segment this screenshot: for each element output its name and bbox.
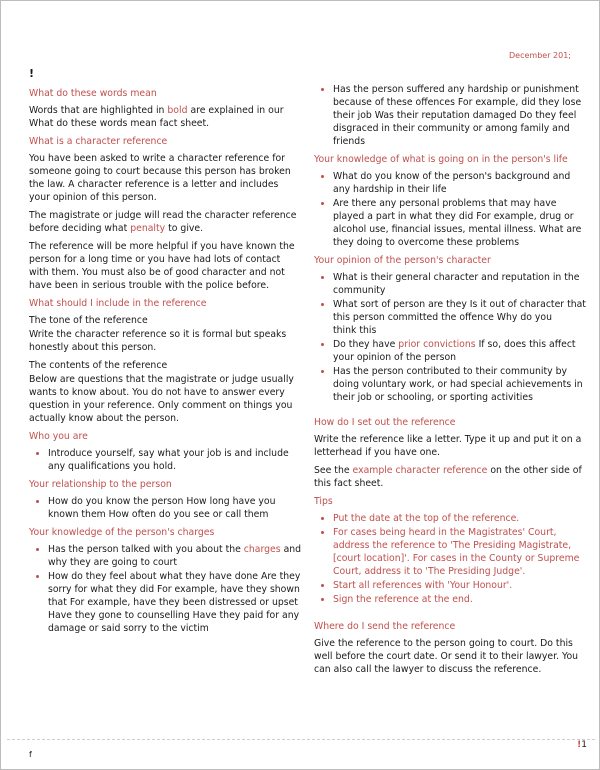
contents-paragraph: Below are questions that the magistrate or judge usually wants to know about. You do not have to answer every question in your reference. Only comment on things you actually know about the person.: [29, 374, 294, 424]
section-heading-charges: Your knowledge of the person's charges: [29, 527, 215, 538]
footer-right-mark: !: [577, 740, 582, 750]
section-heading-relationship: Your relationship to the person: [29, 479, 172, 490]
text-span: See the: [314, 465, 353, 476]
tone-subheading: The tone of the reference: [29, 315, 148, 326]
footer-left-mark: f: [29, 750, 32, 759]
list-item: • Put the date at the top of the reference.: [333, 512, 586, 525]
who-list: [29, 447, 302, 473]
section-heading-send: Where do I send the reference: [314, 621, 456, 632]
text-span: Do they have: [333, 339, 399, 350]
highlight-example-reference[interactable]: example character reference: [352, 465, 488, 476]
tips-list: [314, 512, 586, 606]
section-heading-who-you-are: Who you are: [29, 431, 88, 442]
section-heading-life: Your knowledge of what is going on in the person's life: [314, 154, 568, 165]
section-heading-set-out: How do I set out the reference: [314, 417, 456, 428]
char-paragraph-3: The reference will be more helpful if you have known the person for a long time or you have had lots of contact with them. You must also be of good character and not have been in serious trouble with the police before.: [29, 241, 295, 291]
hardship-list: [314, 83, 586, 148]
setout-paragraph-1: Write the reference like a letter. Type it up and put it on a letterhead if you have one.: [314, 434, 582, 458]
words-paragraph: [29, 104, 302, 130]
text-span: and why they are going to court: [48, 544, 302, 568]
page-number: [577, 740, 587, 750]
relationship-list: [29, 495, 302, 521]
contents-subheading: The contents of the reference: [29, 360, 168, 371]
list-item: • Sign the reference at the end.: [333, 593, 586, 606]
page-number-value: 1: [581, 740, 587, 750]
text-span: on the other side of this fact sheet.: [314, 465, 582, 489]
highlight-prior-convictions[interactable]: prior convictions: [398, 339, 476, 350]
list-item: • Are there any personal problems that may have played a part in what they did For example, drug or alcohol use, financial issues, mental illness. What are they doing to overcome these problems: [333, 197, 586, 249]
list-item: • What is their general character and reputation in the community: [333, 271, 586, 297]
text-span: If so, does this affect your opinion of the person: [333, 339, 576, 363]
highlight-bold: bold: [167, 105, 188, 116]
text-span: think this: [333, 325, 377, 336]
text-span: The magistrate or judge will read the character reference before deciding what: [29, 210, 297, 234]
char-paragraph-1: You have been asked to write a character reference for someone going to court because this person has broken the law. A character reference is a letter and includes your opinion of this person.: [29, 153, 291, 203]
section-heading-character-reference: What is a character reference: [29, 136, 168, 147]
list-item: • For cases being heard in the Magistrates' Court, address the reference to 'The Presiding Magistrate, [court location]'. For cases in the County or Supreme Court, address it to 'The Presiding Judge'.: [333, 526, 586, 578]
highlight-charges[interactable]: charges: [243, 544, 281, 555]
list-item: [48, 543, 302, 569]
section-heading-words: What do these words mean: [29, 88, 157, 99]
text-span: Has the person talked with you about the: [48, 544, 244, 555]
tone-paragraph: Write the character reference so it is formal but speaks honestly about this person.: [29, 329, 287, 353]
footer-divider: [7, 739, 595, 740]
list-item: [333, 298, 586, 337]
opinion-list: [314, 271, 586, 404]
section-heading-opinion: Your opinion of the person's character: [314, 255, 491, 266]
list-item: • Introduce yourself, say what your job is and include any qualifications you hold.: [48, 447, 302, 473]
list-item: • Has the person suffered any hardship or punishment because of these offences For example, did they lose their job Was their reputation damaged Do they feel disgraced in their community or among family and friends: [333, 83, 586, 148]
text-span: Words that are highlighted in: [29, 105, 168, 116]
charges-list: [29, 543, 302, 635]
text-span: are explained in our What do these words mean fact sheet.: [29, 105, 284, 129]
list-item: • Has the person contributed to their community by doing voluntary work, or had special achievements in their job or schooling, or sporting activities: [333, 365, 586, 404]
left-column: [29, 83, 302, 640]
life-list: [314, 170, 586, 249]
text-span: What sort of person are they Is it out of character that this person committed the offence Why do you: [333, 299, 586, 323]
char-paragraph-2: [29, 209, 302, 235]
section-heading-include: What should I include in the reference: [29, 298, 207, 309]
right-column: [314, 83, 586, 681]
text-span: to give.: [165, 223, 204, 234]
list-item: [333, 338, 586, 364]
list-item: • What do you know of the person's background and any hardship in their life: [333, 170, 586, 196]
section-heading-tips: Tips: [314, 496, 333, 507]
header-mark: !: [29, 67, 35, 80]
send-paragraph: Give the reference to the person going to court. Do this well before the court date. Or send it to their lawyer. You can also call the lawyer to discuss the reference.: [314, 638, 579, 675]
setout-paragraph-2: [314, 464, 586, 490]
highlight-penalty[interactable]: penalty: [130, 223, 166, 234]
list-item: • Start all references with 'Your Honour'.: [333, 579, 586, 592]
list-item: • How do they feel about what they have done Are they sorry for what they did For example, have they shown that For example, have they been distressed or upset Have they gone to counselling Have they paid for any damage or said sorry to the victim: [48, 570, 302, 635]
list-item: • How do you know the person How long have you known them How often do you see or call them: [48, 495, 302, 521]
document-date: December 201;: [509, 51, 571, 60]
